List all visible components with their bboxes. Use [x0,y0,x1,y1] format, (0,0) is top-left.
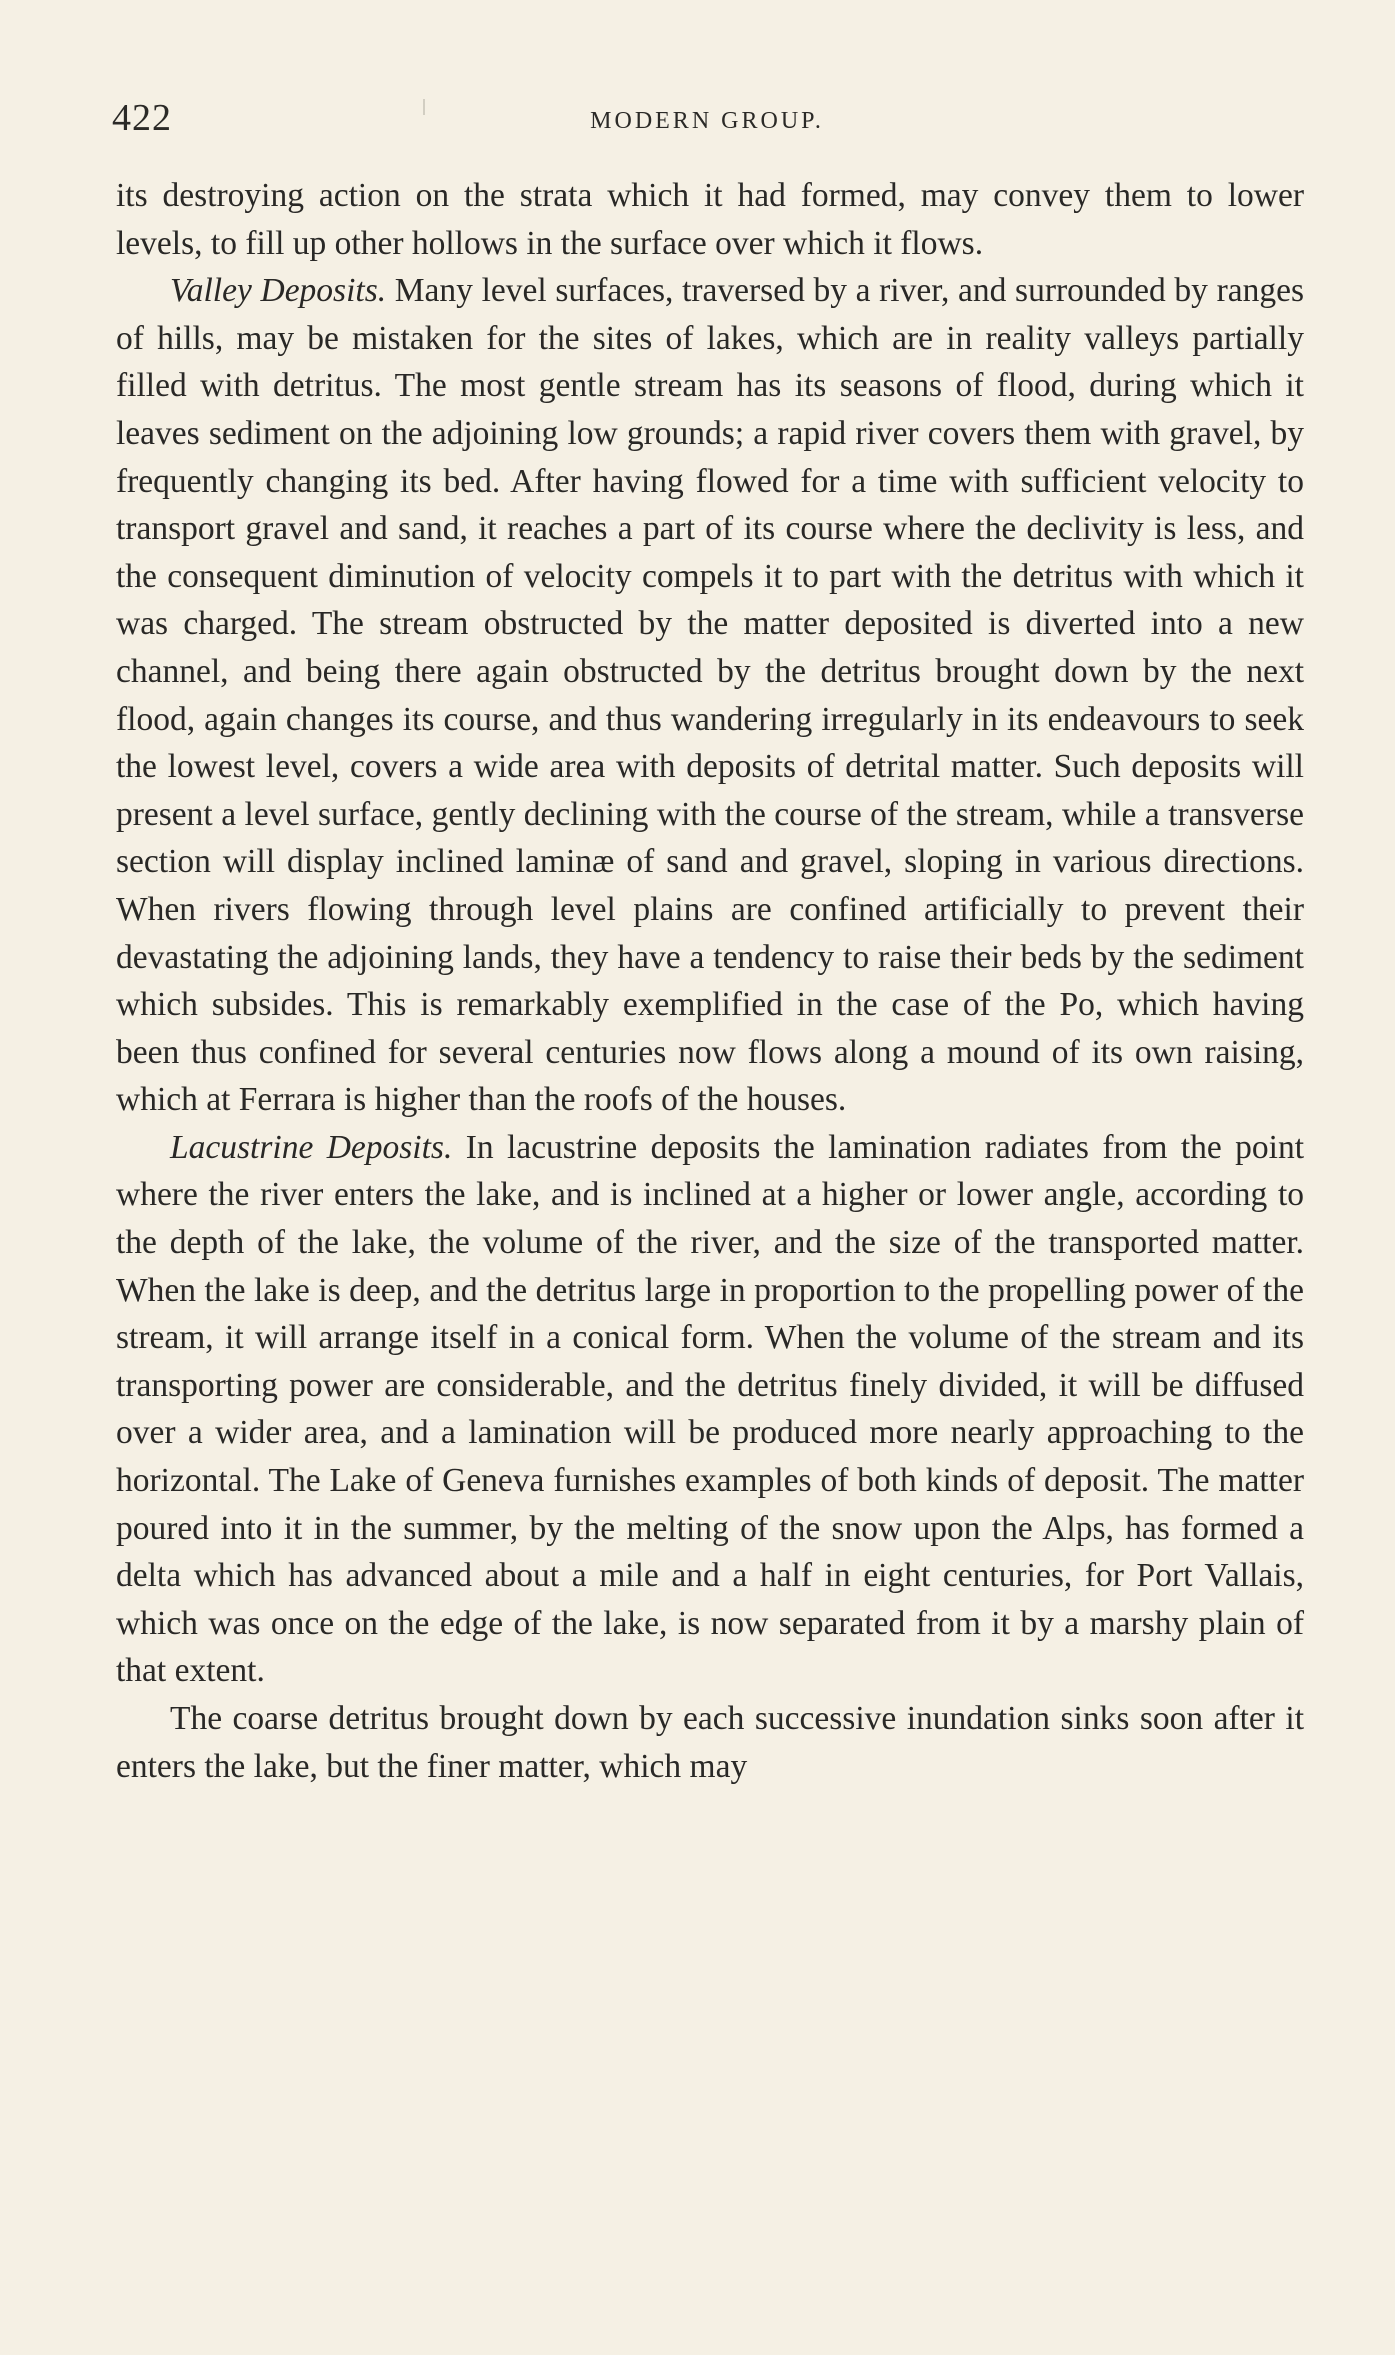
paragraph-lacustrine-deposits [116,1124,1304,1695]
section-title-valley-deposits: Valley Deposits. [170,272,387,310]
paragraph-continued: its destroying action on the strata which it had formed, may convey them to lower levels, to fill up other hollows in the surface over which it flows. [116,177,1304,262]
section-title-lacustrine-deposits: Lacustrine Deposits. [170,1128,453,1166]
page-body [116,172,1304,1790]
page-header [112,96,1302,146]
paragraph-valley-deposits [116,267,1304,1124]
paragraph-lacustrine-deposits-text: In lacustrine deposits the lamination radiates from the point where the river enters the lake, and is inclined at a higher or lower angle, according to the depth of the lake, the volume of the river, and the size of the transported matter. When the lake is deep, and the detritus large in proportion to the propelling power of the stream, it will arrange itself in a conical form. When the volume of the stream and its transporting power are considerable, and the detritus finely divided, it will be diffused over a wider area, and a lamination will be produced more nearly approaching to the horizontal. The Lake of Geneva furnishes examples of both kinds of deposit. The matter poured into it in the summer, by the melting of the snow upon the Alps, has formed a delta which has advanced about a mile and a half in eight centuries, for Port Vallais, which was once on the edge of the lake, is now separated from it by a marshy plain of that extent. [116,1128,1304,1690]
running-title: MODERN GROUP. [590,108,824,134]
page-number: 422 [112,97,172,139]
paragraph-valley-deposits-text: Many level surfaces, traversed by a river, and surrounded by ranges of hills, may be mistaken for the sites of lakes, which are in reality valleys partially filled with detritus. The most gentle stream has its seasons of flood, during which it leaves sediment on the adjoining low grounds; a rapid river covers them with gravel, by frequently changing its bed. After having flowed for a time with sufficient velocity to transport gravel and sand, it reaches a part of its course where the declivity is less, and the consequent diminution of velocity compels it to part with the detritus with which it was charged. The stream obstructed by the matter deposited is diverted into a new channel, and being there again obstructed by the detritus brought down by the next flood, again changes its course, and thus wandering irregularly in its endeavours to seek the lowest level, covers a wide area with deposits of detrital matter. Such deposits will present a level surface, gently declining with the course of the stream, while a transverse section will display inclined laminæ of sand and gravel, sloping in various directions. When rivers flowing through level plains are confined artificially to prevent their devastating the adjoining lands, they have a tendency to raise their beds by the sediment which subsides. This is remarkably exemplified in the case of the Po, which having been thus confined for several centuries now flows along a mound of its own raising, which at Ferrara is higher than the roofs of the houses. [116,272,1304,1119]
paragraph-coarse-detritus: The coarse detritus brought down by each successive inundation sinks soon after it enters the lake, but the finer matter, which may [116,1700,1304,1785]
